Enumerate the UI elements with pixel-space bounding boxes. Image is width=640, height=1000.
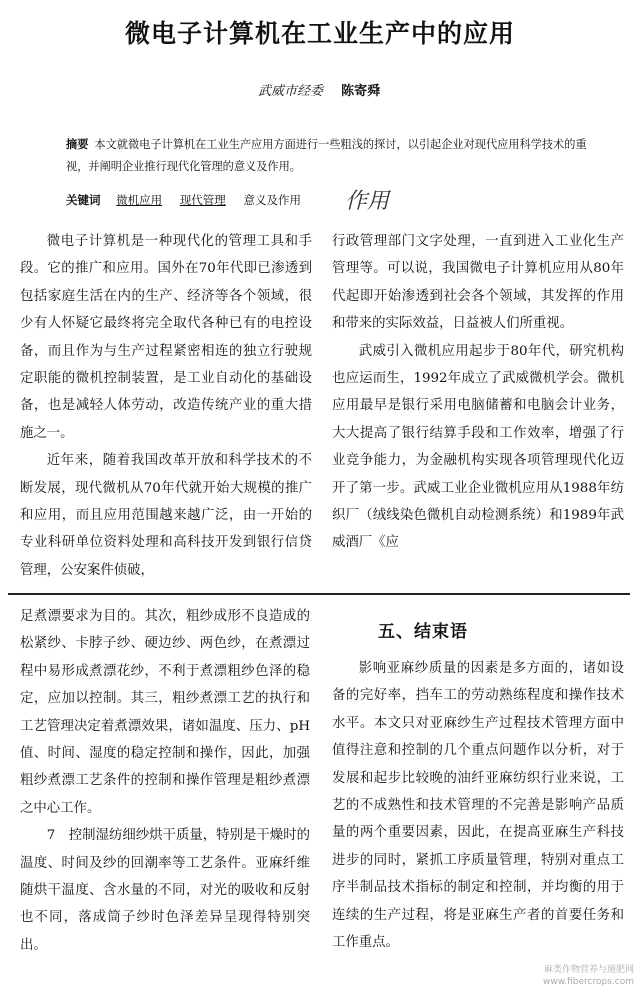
column-bottom-left	[20, 603, 310, 959]
column-top-left	[20, 228, 312, 584]
paragraph: 武威引入微机应用起步于80年代，研究机构也应运而生，1992年成立了武威微机学会。微机应用最早是银行采用电脑储蓄和电脑会计业务，大大提高了银行结算手段和工作效率，增强了行业竞争能力，为金融机构实现各项管理现代化迈开了第一步。武威工业企业微机应用从1988年纺织厂（绒线染色微机自动检测系统）和1989年武威酒厂《应	[332, 343, 624, 551]
column-top-right	[332, 228, 624, 557]
watermark-line: 麻类作物营养与施肥网	[543, 965, 634, 975]
paragraph: 影响亚麻纱质量的因素是多方面的，诸如设备的完好率，挡车工的劳动熟练程度和操作技术水平。本文只对亚麻纱生产过程技术管理方面中值得注意和控制的几个重点问题作以分析，对于发展和起步比较晚的油纤亚麻纺织行业来说，工艺的不成熟性和技术管理的不完善是影响产品质量的两个重要因素，因此，在提高亚麻生产科技进步的同时，紧抓工序质量管理，特别对重点工序半制品技术指标的制定和控制，并均衡的用于连续的生产过程，将是亚麻生产者的首要任务和工作重点。	[332, 661, 624, 951]
keyword: 微机应用	[116, 193, 163, 207]
column-bottom-right	[332, 655, 624, 956]
paragraph: 微电子计算机是一种现代化的管理工具和手段。它的推广和应用。国外在70年代即已渗透到包括家庭生活在内的生产、经济等各个领域，很少有人怀疑它最终将完全取代各种已有的电控设备，而且作为与生产过程紧密相连的独立行驶规定职能的微机控制装置，是工业自动化的基础设备，也是减轻人体劳动，改造传统产业的重大措施之一。	[20, 234, 312, 441]
byline	[258, 80, 380, 99]
keyword: 意义及作用	[243, 193, 301, 207]
paragraph: 7 控制湿纺细纱烘干质量，特别是干燥时的温度、时间及纱的回潮率等工艺条件。亚麻纤维随烘干温度、含水量的不同，对光的吸收和反射也不同，落成筒子纱时色泽差异呈现得特别突出。	[20, 828, 310, 953]
paragraph: 足煮漂要求为目的。其次，粗纱成形不良造成的松紧纱、卡脖子纱、硬边纱、两色纱，在煮漂过程中易形成煮漂花纱，不利于煮漂粗纱色泽的稳定，应加以控制。其三，粗纱煮漂工艺的执行和工艺管理决定着煮漂效果，诸如温度、压力、pH值、时间、湿度的稳定控制和操作，因此，加强粗纱煮漂工艺条件的控制和操作管理是粗纱煮漂之中心工作。	[20, 609, 310, 816]
abstract-text: 本文就微电子计算机在工业生产应用方面进行一些粗浅的探讨，以引起企业对现代应用科学技术的重视，并阐明企业推行现代化管理的意义及作用。	[66, 138, 587, 173]
paragraph: 行政管理部门文字处理，一直到进入工业化生产管理等。可以说，我国微电子计算机应用从80年代起即开始渗透到社会各个领域，其发挥的作用和带来的实际效益，日益被人们所重视。	[332, 234, 624, 332]
abstract-label: 摘要	[66, 137, 89, 151]
article-title: 微电子计算机在工业生产中的应用	[124, 19, 515, 48]
author-organization: 武威市经委	[258, 84, 324, 99]
paragraph: 近年来，随着我国改革开放和科学技术的不断发展，现代微机从70年代就开始大规模的推广和应用，而且应用范围越来越广泛，由一开始的专业科研单位资料处理和高科技开发到银行信贷管理，公安案件侦破，	[20, 453, 312, 578]
keywords-label: 关键词	[66, 193, 101, 207]
keywords	[66, 192, 315, 208]
watermark-line: www.fibercrops.com	[543, 977, 634, 987]
page-divider	[8, 593, 630, 595]
watermark	[474, 964, 634, 988]
abstract	[66, 133, 606, 178]
keyword: 现代管理	[179, 193, 226, 207]
section-heading: 五、结束语	[378, 622, 468, 642]
handwritten-annotation: 作用	[345, 189, 390, 214]
author-name: 陈寄舜	[341, 84, 381, 99]
